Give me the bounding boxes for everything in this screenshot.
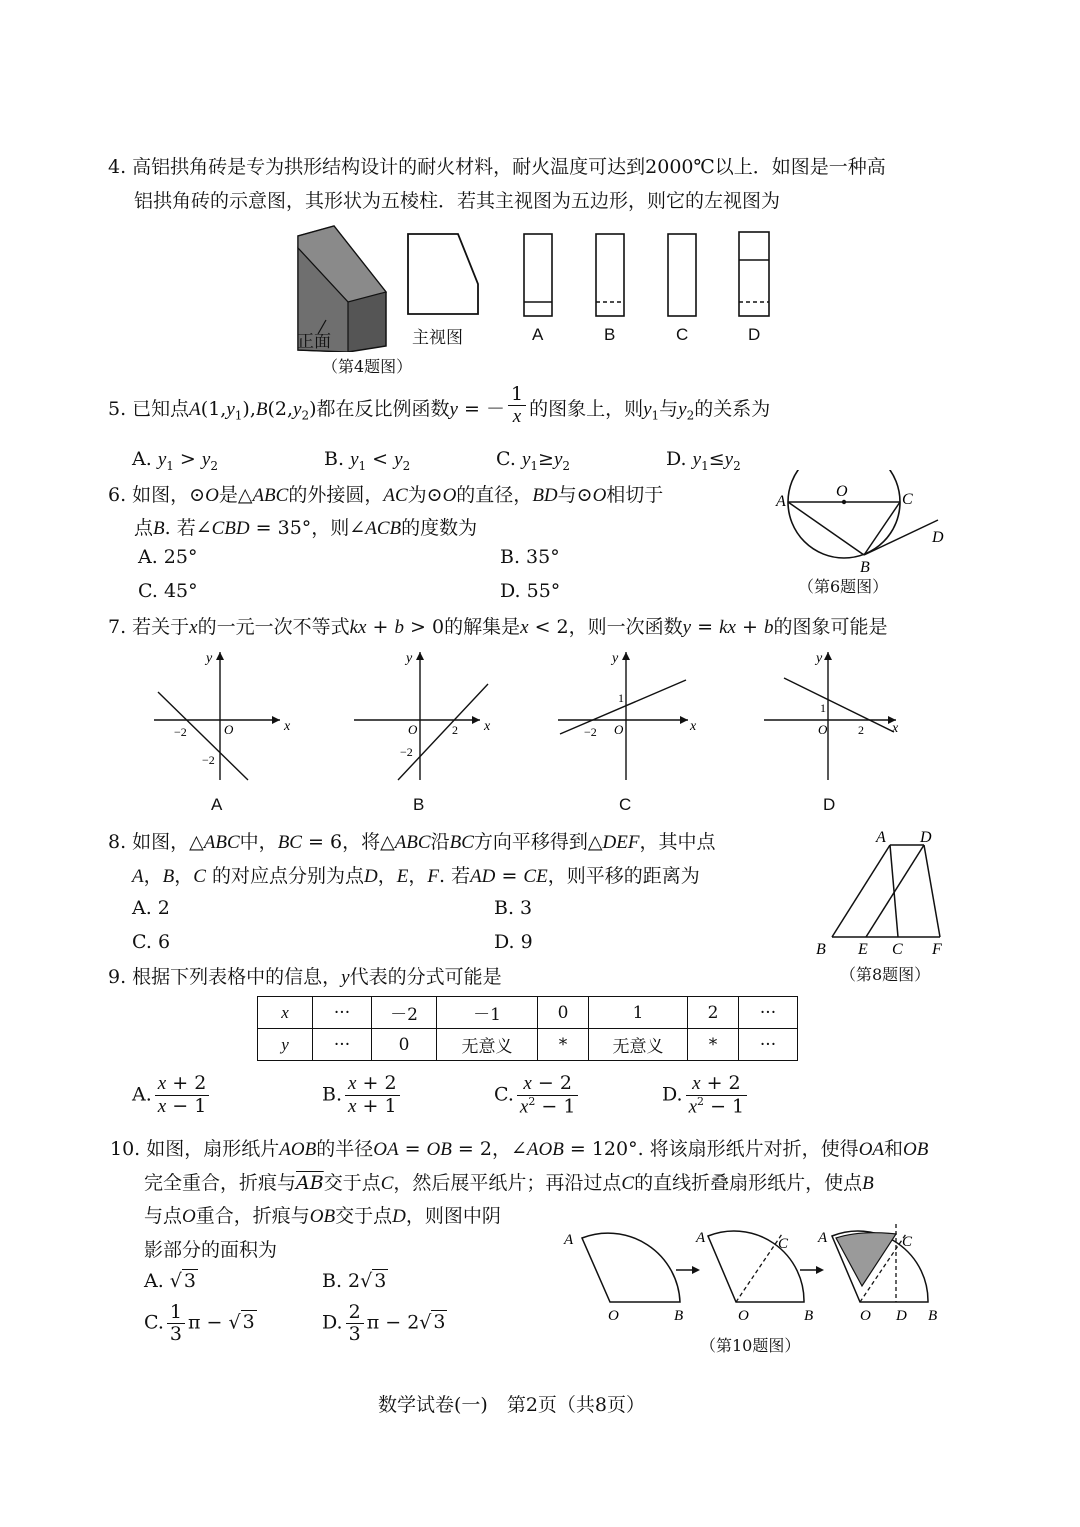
q8-figure — [812, 826, 952, 961]
svg-text:B: B — [816, 941, 826, 958]
q5-option-d: D. $y_1\le y_2$ — [666, 448, 741, 473]
svg-text:F: F — [932, 941, 942, 958]
q4-front-label: 正面 — [297, 332, 331, 351]
q5-stem: 5. 已知点$A(1,y_1),B(2,y_2)$都在反比例函数y = － $\frac{1}{x}$ 的图象上，则$y_1$与$y_2$的关系为 — [108, 383, 771, 427]
q4-caption: （第4题图） — [322, 357, 413, 376]
q10-option-b: B. 2√ 3 — [322, 1270, 387, 1292]
svg-text:O: O — [408, 722, 418, 737]
q6-option-c: C. 45° — [138, 580, 198, 602]
q7-option-a: A — [211, 795, 223, 814]
q10-sector-1 — [563, 1232, 683, 1324]
q9-table — [257, 996, 798, 1061]
q8-option-a: A. 2 — [132, 897, 170, 919]
svg-text:B: B — [804, 1308, 814, 1324]
table-cell: ··· — [739, 1029, 798, 1061]
q10-caption: （第10题图） — [700, 1336, 801, 1355]
svg-text:A: A — [696, 1230, 706, 1246]
table-cell: 0 — [538, 997, 589, 1029]
q5-option-b: B. $y_1 < y_2$ — [324, 448, 411, 473]
q4-option-c: C — [676, 325, 689, 344]
svg-text:C: C — [902, 1234, 913, 1250]
q6-option-a: A. 25° — [138, 546, 198, 568]
svg-text:A: A — [818, 1230, 828, 1246]
q7-stem: 7. 若关于x的一元一次不等式kx + b > 0的解集是x < 2，则一次函数y = kx + b的图象可能是 — [108, 616, 888, 638]
q7-graph-d — [764, 651, 899, 780]
svg-text:1: 1 — [820, 701, 826, 715]
svg-text:D: D — [932, 529, 944, 546]
q10-sector-3 — [817, 1224, 937, 1324]
arrow-right-icon — [676, 1266, 700, 1274]
q5-fraction: $\frac{1}{x}$ — [508, 384, 526, 428]
arrow-right-icon — [800, 1266, 824, 1274]
q7-graph-c — [558, 651, 697, 780]
svg-text:y: y — [816, 651, 823, 666]
q7-option-b: B — [413, 795, 425, 814]
q4-main-view-label: 主视图 — [412, 328, 463, 347]
q5-option-a: A. $y_1 > y_2$ — [132, 448, 218, 473]
q7-option-d: D — [823, 795, 836, 814]
q10-line2: 完全重合，折痕与$\overline{AB}$交于点C，然后展平纸片；再沿过点C的直线折叠扇形纸片，使点B — [144, 1172, 874, 1194]
q8-option-d: D. 9 — [494, 931, 533, 953]
q9-stem: 9. 根据下列表格中的信息，y代表的分式可能是 — [108, 966, 502, 988]
q4-option-d-view — [739, 232, 769, 316]
table-row — [258, 1029, 798, 1061]
q10-line4: 影部分的面积为 — [144, 1239, 278, 1261]
svg-text:−2: −2 — [174, 725, 187, 739]
svg-text:B: B — [674, 1308, 684, 1324]
q6-caption: （第6题图） — [798, 577, 889, 596]
q4-option-a: A — [532, 325, 544, 344]
q4-option-b: B — [604, 325, 616, 344]
q4-line2: 铝拱角砖的示意图，其形状为五棱柱．若其主视图为五边形，则它的左视图为 — [134, 190, 781, 212]
q4-option-d: D — [748, 325, 761, 344]
cell-x-label: x — [258, 997, 313, 1029]
q10-option-a: A. √ 3 — [144, 1270, 197, 1292]
q8-line1: 8. 如图，△ABC中，BC = 6，将△ABC沿BC方向平移得到△DEF，其中点 — [108, 831, 716, 853]
q7-graph-a — [154, 651, 291, 780]
q8-line2: A，B，C 的对应点分别为点D，E，F. 若AD = CE，则平移的距离为 — [132, 865, 700, 887]
svg-text:O: O — [608, 1308, 619, 1324]
svg-text:B: B — [860, 559, 870, 575]
table-cell: ··· — [313, 997, 372, 1029]
q7-option-c: C — [619, 795, 632, 814]
svg-text:x: x — [484, 719, 491, 734]
svg-text:y: y — [406, 651, 413, 666]
q10-option-d: D. $\frac{2}{3}$ π − 2√ 3 — [322, 1301, 446, 1345]
table-cell: －2 — [372, 997, 437, 1029]
table-cell: ··· — [313, 1029, 372, 1061]
q8-caption: （第8题图） — [840, 965, 931, 984]
q6-line2: 点B. 若∠CBD = 35°，则∠ACB的度数为 — [134, 517, 478, 539]
q10-figure — [560, 1220, 950, 1330]
page-footer: 数学试卷(一) 第2页（共8页） — [378, 1394, 646, 1416]
q10-option-c: C. $\frac{1}{3}$ π − √ 3 — [144, 1301, 255, 1345]
q9-option-b: B. $\frac{x + 2}{x + 1}$ — [322, 1073, 403, 1118]
q6-line1: 6. 如图，⊙O是△ABC的外接圆，AC为⊙O的直径，BD与⊙O相切于 — [108, 484, 664, 506]
svg-text:x: x — [284, 719, 291, 734]
table-cell: －1 — [437, 997, 538, 1029]
q8-option-c: C. 6 — [132, 931, 171, 953]
q4-line1: 4. 高铝拱角砖是专为拱形结构设计的耐火材料，耐火温度可达到2000℃以上．如图是一种高 — [108, 156, 886, 178]
q6-figure — [770, 470, 950, 575]
q10-line1: 10. 如图，扇形纸片AOB的半径OA = OB = 2，∠AOB = 120°. 将该扇形纸片对折，使得OA和OB — [110, 1138, 929, 1160]
table-row — [258, 997, 798, 1029]
q4-option-c-view — [668, 234, 696, 316]
svg-text:D: D — [896, 1308, 907, 1324]
svg-text:x: x — [892, 721, 899, 736]
q4-option-a-view — [524, 234, 552, 316]
svg-text:A: A — [876, 829, 886, 846]
q7-graph-b — [354, 651, 491, 780]
svg-text:O: O — [738, 1308, 749, 1324]
q10-line3: 与点O重合，折痕与OB交于点D，则图中阴 — [144, 1205, 501, 1227]
q7-graphs — [140, 646, 920, 786]
svg-text:2: 2 — [858, 723, 864, 737]
q8-option-b: B. 3 — [494, 897, 533, 919]
svg-text:y: y — [206, 651, 213, 666]
svg-text:O: O — [614, 722, 624, 737]
q6-option-b: B. 35° — [500, 546, 560, 568]
svg-text:C: C — [778, 1236, 789, 1252]
svg-text:2: 2 — [452, 723, 458, 737]
table-cell: 0 — [372, 1029, 437, 1061]
table-cell: * — [688, 1029, 739, 1061]
svg-text:O: O — [224, 722, 234, 737]
svg-text:B: B — [928, 1308, 938, 1324]
svg-text:1: 1 — [618, 691, 624, 705]
svg-text:−2: −2 — [400, 745, 413, 759]
table-cell: 无意义 — [437, 1029, 538, 1061]
table-cell: 2 — [688, 997, 739, 1029]
svg-text:y: y — [612, 651, 619, 666]
table-cell: 无意义 — [589, 1029, 688, 1061]
q6-option-d: D. 55° — [500, 580, 561, 602]
svg-text:A: A — [776, 493, 786, 510]
svg-text:O: O — [860, 1308, 871, 1324]
svg-text:D: D — [920, 829, 932, 846]
svg-text:−2: −2 — [584, 725, 597, 739]
svg-text:C: C — [892, 941, 903, 958]
q9-option-c: C. $\frac{x - 2}{x^2 - 1}$ — [494, 1073, 581, 1118]
cell-y-label: y — [258, 1029, 313, 1061]
q10-sector-2 — [695, 1230, 813, 1324]
q9-option-a: A. $\frac{x + 2}{x - 1}$ — [132, 1073, 212, 1118]
table-cell: ··· — [739, 997, 798, 1029]
q4-option-b-view — [596, 234, 624, 316]
q4-main-view — [408, 234, 478, 314]
svg-text:−2: −2 — [202, 753, 215, 767]
table-cell: 1 — [589, 997, 688, 1029]
svg-text:A: A — [564, 1232, 574, 1248]
svg-text:C: C — [902, 491, 913, 508]
svg-text:O: O — [818, 722, 828, 737]
table-cell: * — [538, 1029, 589, 1061]
q9-option-d: D. $\frac{x + 2}{x^2 - 1}$ — [662, 1073, 750, 1118]
svg-text:x: x — [690, 719, 697, 734]
svg-text:O: O — [836, 483, 848, 500]
svg-text:E: E — [858, 941, 868, 958]
q5-option-c: C. $y_1\ge y_2$ — [496, 448, 571, 473]
